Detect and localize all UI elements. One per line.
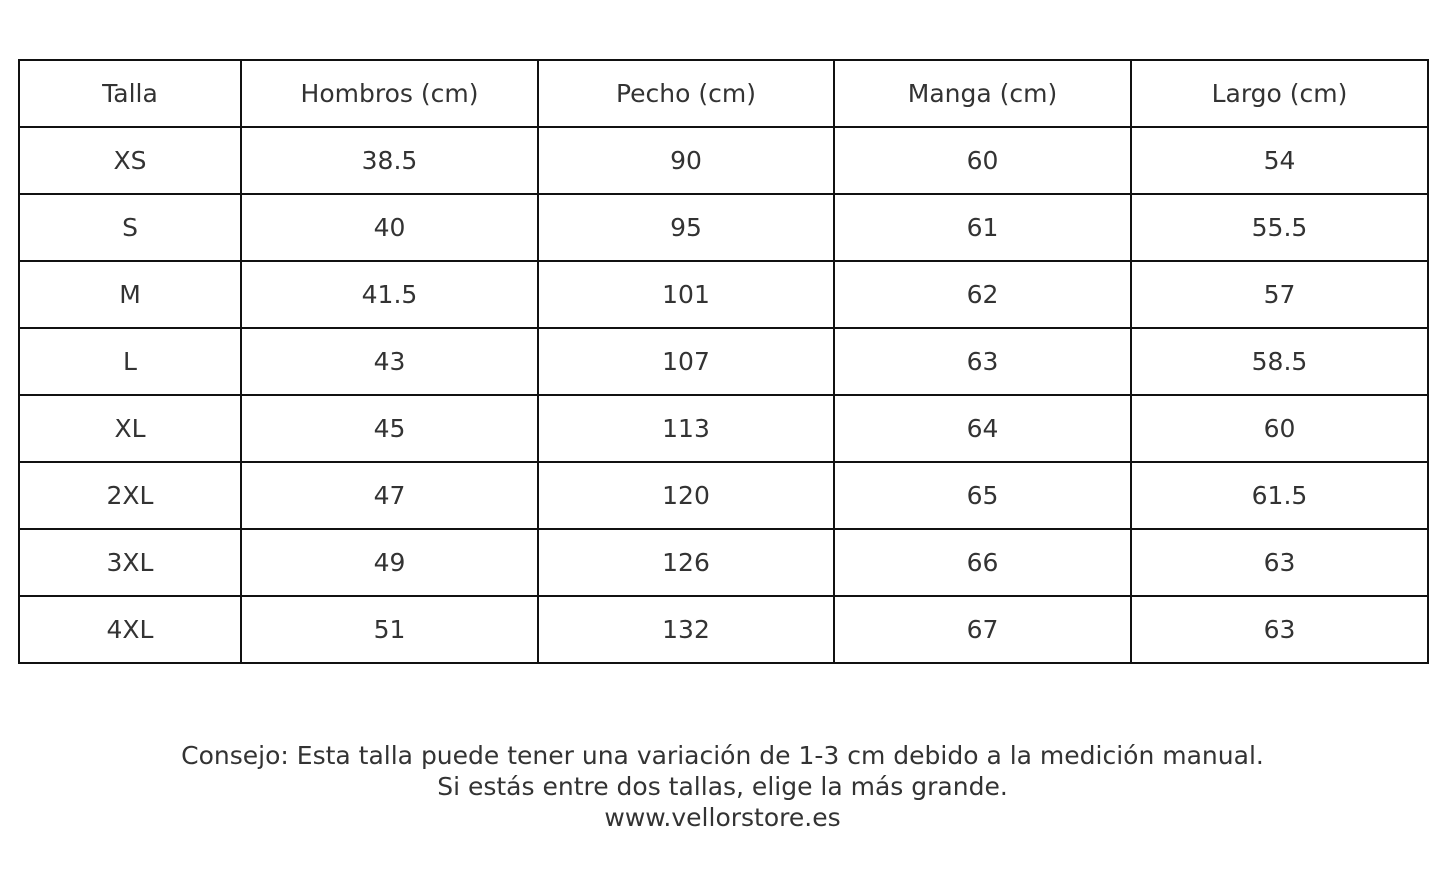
cell-manga: 64 [834,395,1131,462]
cell-talla: XS [19,127,241,194]
cell-largo: 58.5 [1131,328,1428,395]
cell-largo: 57 [1131,261,1428,328]
header-talla: Talla [19,60,241,127]
cell-manga: 66 [834,529,1131,596]
cell-hombros: 45 [241,395,538,462]
header-hombros: Hombros (cm) [241,60,538,127]
cell-largo: 63 [1131,596,1428,663]
cell-hombros: 47 [241,462,538,529]
cell-hombros: 51 [241,596,538,663]
cell-largo: 54 [1131,127,1428,194]
table-row [19,127,1428,194]
cell-talla: 4XL [19,596,241,663]
cell-pecho: 126 [538,529,834,596]
cell-pecho: 132 [538,596,834,663]
header-pecho: Pecho (cm) [538,60,834,127]
cell-hombros: 41.5 [241,261,538,328]
table-row [19,328,1428,395]
table-row [19,529,1428,596]
cell-largo: 63 [1131,529,1428,596]
cell-hombros: 49 [241,529,538,596]
size-chart-table [18,59,1429,664]
cell-largo: 60 [1131,395,1428,462]
cell-hombros: 43 [241,328,538,395]
cell-manga: 62 [834,261,1131,328]
cell-pecho: 101 [538,261,834,328]
header-manga: Manga (cm) [834,60,1131,127]
table-header-row [19,60,1428,127]
cell-pecho: 120 [538,462,834,529]
advice-text: Si estás entre dos tallas, elige la más grande. [437,772,1008,801]
cell-manga: 63 [834,328,1131,395]
cell-talla: 3XL [19,529,241,596]
table-row [19,261,1428,328]
cell-manga: 61 [834,194,1131,261]
tip-text: Consejo: Esta talla puede tener una variación de 1-3 cm debido a la medición manual. [181,741,1264,770]
website-link[interactable]: www.vellorstore.es [604,803,841,832]
table-row [19,194,1428,261]
cell-talla: 2XL [19,462,241,529]
footer-note [0,740,1445,833]
cell-manga: 65 [834,462,1131,529]
cell-manga: 67 [834,596,1131,663]
table-row [19,462,1428,529]
cell-pecho: 107 [538,328,834,395]
cell-hombros: 38.5 [241,127,538,194]
cell-pecho: 90 [538,127,834,194]
cell-pecho: 95 [538,194,834,261]
header-largo: Largo (cm) [1131,60,1428,127]
cell-hombros: 40 [241,194,538,261]
cell-talla: M [19,261,241,328]
cell-talla: S [19,194,241,261]
cell-largo: 55.5 [1131,194,1428,261]
cell-manga: 60 [834,127,1131,194]
cell-pecho: 113 [538,395,834,462]
table-row [19,596,1428,663]
cell-largo: 61.5 [1131,462,1428,529]
cell-talla: L [19,328,241,395]
table-row [19,395,1428,462]
cell-talla: XL [19,395,241,462]
